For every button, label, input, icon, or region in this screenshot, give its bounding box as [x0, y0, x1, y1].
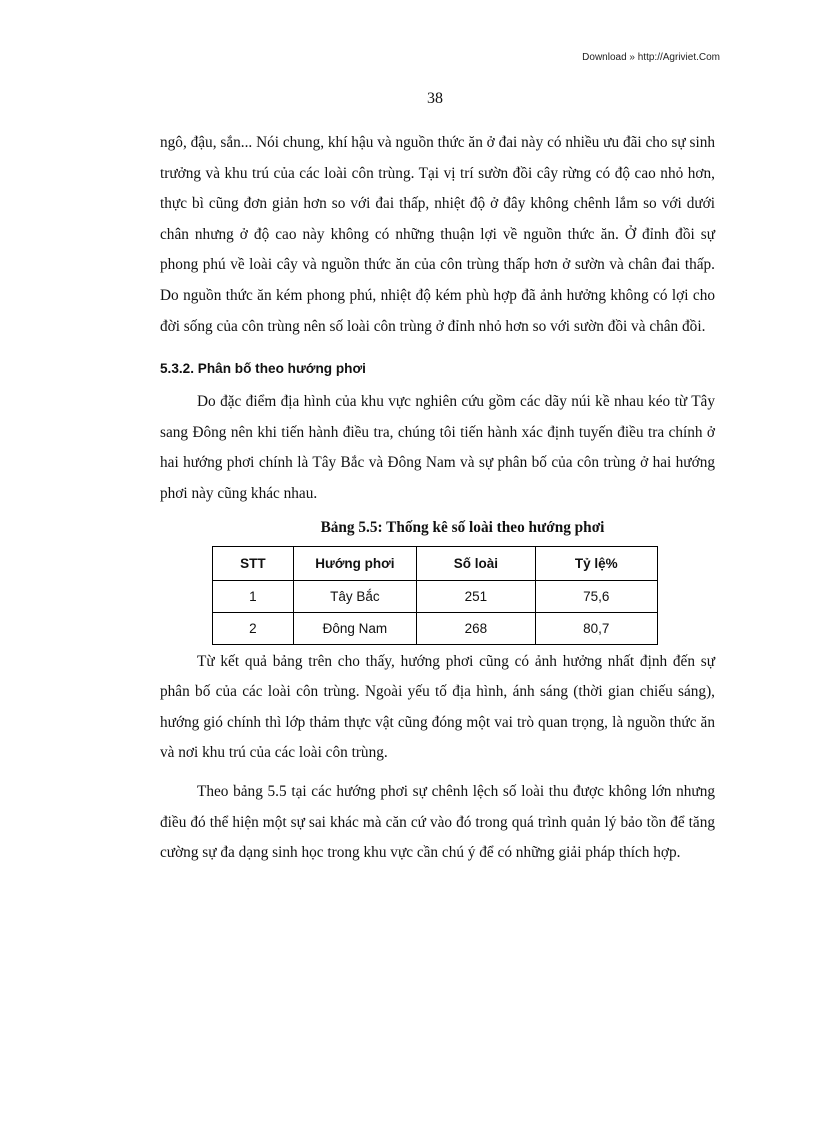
paragraph-conclusion: Theo bảng 5.5 tại các hướng phơi sự chênh lệch số loài thu được không lớn nhưng điều đó thể hiện một sự sai khác mà căn cứ vào đó trong quá trình quản lý bảo tồn để tăng cường sự đa dạng sinh học trong khu vực cần chú ý để có những giải pháp thích hợp.	[160, 782, 715, 862]
header-exposure: Hướng phơi	[293, 546, 417, 580]
cell-percentage: 80,7	[535, 612, 657, 644]
cell-species-count: 251	[417, 580, 535, 612]
document-body	[160, 128, 715, 869]
table-row	[213, 580, 658, 612]
table-caption: Bảng 5.5: Thống kê số loài theo hướng phơi	[320, 518, 605, 536]
cell-stt: 2	[213, 612, 294, 644]
cell-stt: 1	[213, 580, 294, 612]
download-watermark: Download » http://Agriviet.Com	[582, 52, 720, 63]
table-header-row	[213, 546, 658, 580]
cell-exposure: Đông Nam	[293, 612, 417, 644]
section-heading-exposure: 5.3.2. Phân bố theo hướng phơi	[160, 361, 366, 377]
species-by-exposure-table	[212, 546, 658, 645]
cell-species-count: 268	[417, 612, 535, 644]
paragraph-survey-method: Do đặc điểm địa hình của khu vực nghiên cứu gồm các dãy núi kề nhau kéo từ Tây sang Đông nên khi tiến hành điều tra, chúng tôi tiến hành xác định tuyến điều tra chính ở hai hướng phơi chính là Tây Bắc và Đông Nam và sự phân bố của côn trùng ở hai hướng phơi này cũng khác nhau.	[160, 393, 715, 502]
cell-percentage: 75,6	[535, 580, 657, 612]
table-row	[213, 612, 658, 644]
header-species-count: Số loài	[417, 546, 535, 580]
paragraph-altitude-distribution: ngô, đậu, sắn... Nói chung, khí hậu và nguồn thức ăn ở đai này có nhiều ưu đãi cho sự sinh trưởng và khu trú của các loài côn trùng. Tại vị trí sườn đồi cây rừng có độ cao nhỏ hơn, thực bì cũng đơn giản hơn so với đai thấp, nhiệt độ ở đây không chênh lắm so với dưới chân nhưng ở độ cao này không có những thuận lợi về nguồn thức ăn. Ở đỉnh đồi sự phong phú về loài cây và nguồn thức ăn của côn trùng thấp hơn ở sườn và chân đai thấp. Do nguồn thức ăn kém phong phú, nhiệt độ kém phù hợp đã ảnh hưởng không có lợi cho đời sống của côn trùng nên số loài côn trùng ở đỉnh nhỏ hơn so với sườn đồi và chân đồi.	[160, 134, 715, 335]
header-stt: STT	[213, 546, 294, 580]
paragraph-table-analysis: Từ kết quả bảng trên cho thấy, hướng phơi cũng có ảnh hưởng nhất định đến sự phân bố của các loài côn trùng. Ngoài yếu tố địa hình, ánh sáng (thời gian chiếu sáng), hướng gió chính thì lớp thảm thực vật cũng đóng một vai trò quan trọng, là nguồn thức ăn và nơi khu trú của các loài côn trùng.	[160, 652, 715, 762]
header-percentage: Tỷ lệ%	[535, 546, 657, 580]
page-number: 38	[427, 90, 443, 107]
paragraph-spacer	[160, 769, 715, 777]
cell-exposure: Tây Bắc	[293, 580, 417, 612]
